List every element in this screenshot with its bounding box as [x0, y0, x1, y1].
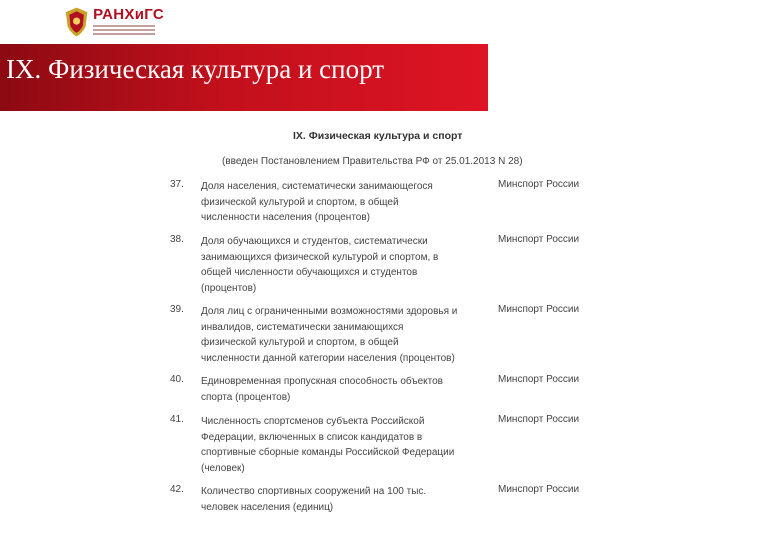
indicator-description-line: инвалидов, систематически занимающихся	[201, 321, 404, 333]
indicator-description	[201, 484, 486, 515]
indicator-description-line: Доля лиц с ограниченными возможностями здоровья и	[201, 306, 458, 317]
indicator-description-line: (процентов)	[201, 282, 257, 294]
indicator-description-line: физической культурой и спортом, в общей	[201, 337, 399, 348]
indicator-description-line: спортивные сборные команды Российской Федерации	[201, 447, 455, 458]
logo-wordmark: РАНХиГС	[93, 6, 164, 23]
responsible-agency: Минспорт России	[498, 374, 580, 385]
indicator-description-line: Доля обучающихся и студентов, систематически	[201, 236, 428, 247]
indicator-description	[201, 234, 486, 296]
indicator-number: 42.	[170, 484, 184, 495]
responsible-agency: Минспорт России	[498, 179, 580, 190]
section-title: IX. Физическая культура и спорт	[293, 130, 463, 142]
indicator-number: 41.	[170, 414, 184, 425]
responsible-agency: Минспорт России	[498, 414, 580, 425]
indicator-description	[201, 304, 486, 366]
indicator-description-line: физической культурой и спортом, в общей	[201, 196, 399, 208]
slide-title: IX. Физическая культура и спорт	[6, 54, 385, 84]
indicator-number: 37.	[170, 179, 184, 190]
indicator-description-line: Количество спортивных сооружений на 100 тыс.	[201, 486, 427, 497]
indicator-number: 39.	[170, 304, 184, 315]
indicator-description	[201, 179, 486, 226]
indicator-description-line: Федерации, включенных в список кандидатов в	[201, 431, 423, 443]
indicator-description-line: численности данной категории населения (процентов)	[201, 352, 455, 364]
section-note: (введен Постановлением Правительства РФ от 25.01.2013 N 28)	[222, 156, 523, 167]
indicator-number: 40.	[170, 374, 184, 385]
responsible-agency: Минспорт России	[498, 304, 580, 315]
indicator-description-line: человек населения (единиц)	[201, 501, 334, 513]
indicator-description	[201, 374, 486, 405]
indicator-description-line: численности населения (процентов)	[201, 212, 370, 223]
indicator-description-line: (человек)	[201, 462, 245, 474]
indicator-description-line: Доля населения, систематически занимающегося	[201, 181, 433, 192]
responsible-agency: Минспорт России	[498, 234, 580, 245]
indicator-description-line: занимающихся физической культурой и спортом, в	[201, 251, 439, 263]
indicator-description	[201, 414, 486, 476]
indicator-description-line: общей численности обучающихся и студентов	[201, 267, 418, 278]
indicator-description-line: спорта (процентов)	[201, 391, 291, 403]
indicator-number: 38.	[170, 234, 184, 245]
indicator-description-line: Единовременная пропускная способность объектов	[201, 376, 443, 387]
indicator-description-line: Численность спортсменов субъекта Российской	[201, 416, 425, 427]
responsible-agency: Минспорт России	[498, 484, 580, 495]
